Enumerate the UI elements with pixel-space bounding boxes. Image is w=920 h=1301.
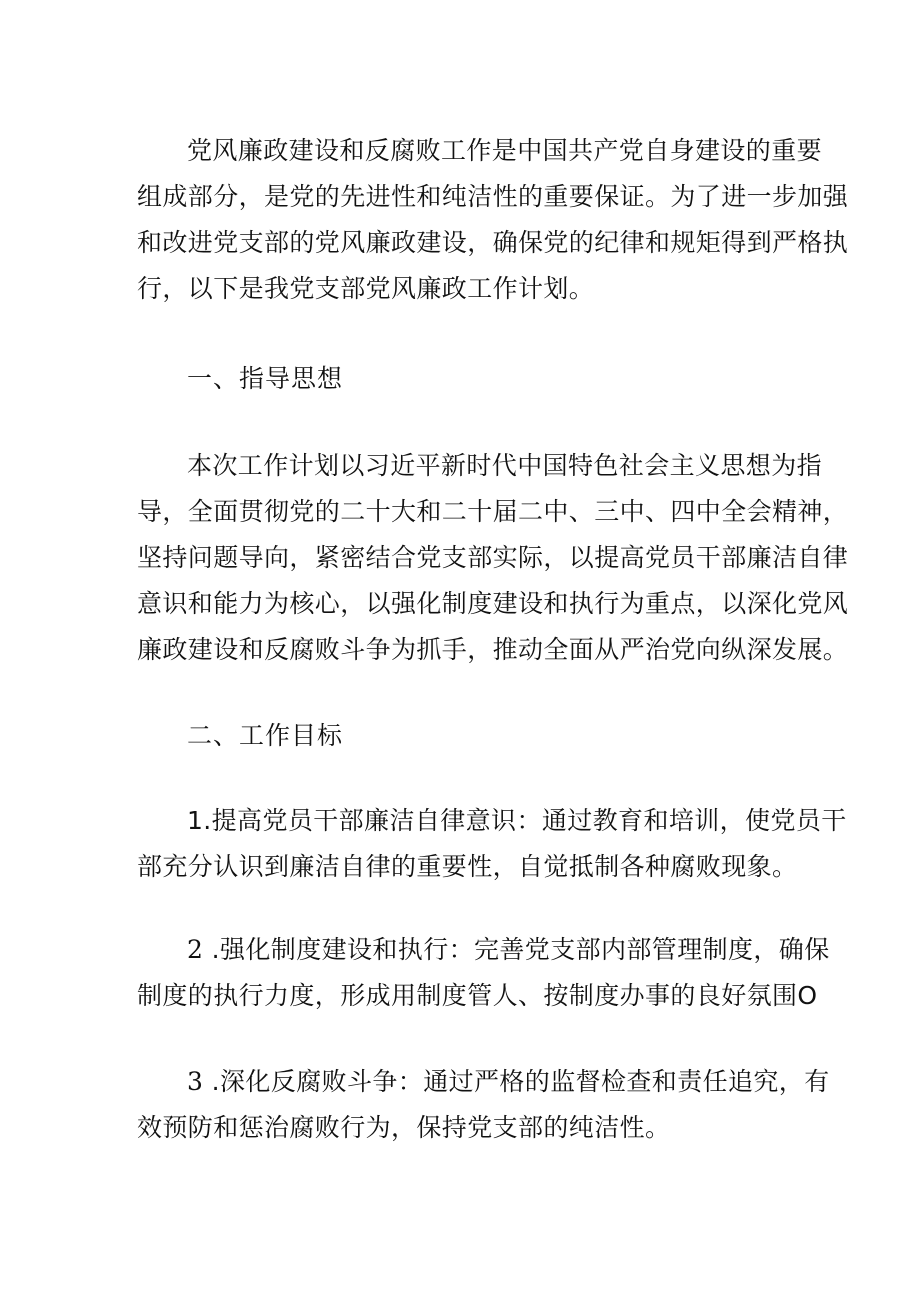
section1-line-5: 廉政建设和反腐败斗争为抓手，推动全面从严治党向纵深发展。 [137, 635, 849, 664]
goal-2-number: 2 [187, 935, 204, 964]
goal-3-line-1 [187, 1067, 847, 1097]
section1-line-2: 导，全面贯彻党的二十大和二十届二中、三中、四中全会精神， [137, 497, 849, 526]
intro-line-4: 行，以下是我党支部党风廉政工作计划。 [137, 274, 595, 303]
goal-2-first-text: .强化制度建设和执行：完善党支部内部管理制度，确保 [203, 935, 830, 964]
section1-line-1: 本次工作计划以习近平新时代中国特色社会主义思想为指 [187, 451, 823, 480]
goal-2-line-2: 制度的执行力度，形成用制度管人、按制度办事的良好氛围O [137, 981, 818, 1010]
goal-3-first-text: .深化反腐败斗争：通过严格的监督检查和责任追究，有 [203, 1067, 830, 1096]
intro-line-1: 党风廉政建设和反腐败工作是中国共产党自身建设的重要 [187, 136, 823, 165]
goal-1-line-2: 部充分认识到廉洁自律的重要性，自觉抵制各种腐败现象。 [137, 852, 798, 881]
goal-3-line-2: 效预防和惩治腐败行为，保持党支部的纯洁性。 [137, 1113, 671, 1142]
intro-line-3: 和改进党支部的党风廉政建设，确保党的纪律和规矩得到严格执 [137, 228, 849, 257]
section1-line-3: 坚持问题导向，紧密结合党支部实际，以提高党员干部廉洁自律 [137, 543, 849, 572]
goal-3-number: 3 [187, 1067, 204, 1096]
section-heading-guiding-ideology: 一、指导思想 [187, 364, 344, 393]
goal-1-line-1: 1.提高党员干部廉洁自律意识：通过教育和培训，使党员干 [187, 806, 847, 835]
section-heading-work-goals: 二、工作目标 [187, 721, 344, 750]
goal-2-line-1 [187, 935, 847, 965]
intro-line-2: 组成部分，是党的先进性和纯洁性的重要保证。为了进一步加强 [137, 182, 849, 211]
section1-line-4: 意识和能力为核心，以强化制度建设和执行为重点，以深化党风 [137, 589, 849, 618]
